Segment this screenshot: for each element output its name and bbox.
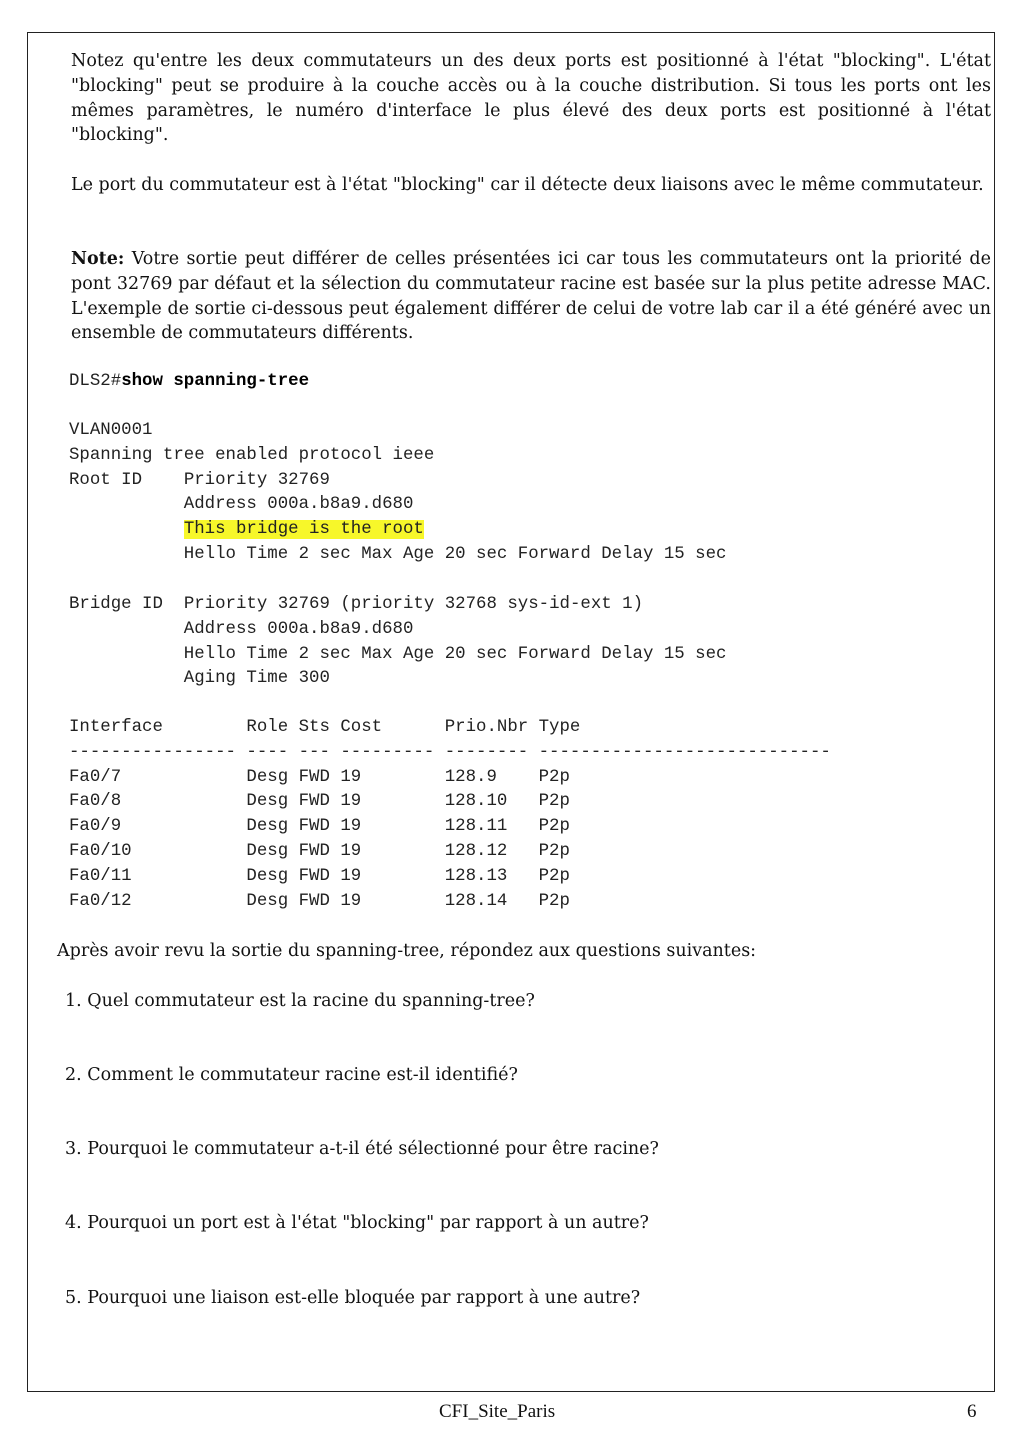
interface-table-header: Interface Role Sts Cost Prio.Nbr Type bbox=[69, 718, 581, 737]
cli-prompt: DLS2# bbox=[69, 372, 122, 391]
question-5: 5. Pourquoi une liaison est-elle bloquée par rapport à une autre? bbox=[65, 1288, 641, 1308]
root-indent bbox=[69, 520, 184, 539]
root-id-address: Address 000a.b8a9.d680 bbox=[69, 495, 414, 515]
root-highlight-line bbox=[69, 518, 726, 543]
page-number: 6 bbox=[967, 1401, 977, 1422]
bridge-id-address: Address 000a.b8a9.d680 bbox=[69, 619, 414, 639]
cli-output-bridge bbox=[69, 593, 726, 692]
table-row: Fa0/11 Desg FWD 19 128.13 P2p bbox=[69, 866, 570, 886]
paragraph-blocking-explanation: Notez qu'entre les deux commutateurs un des deux ports est positionné à l'état "blocking". L'état "blocking" peut se produire à la couche accès ou à la couche distribution. Si tous les ports ont les mêmes paramètres, le numéro d'interface le plus élevé des deux ports est positionné à l'état "blocking". bbox=[71, 51, 991, 146]
question-3: 3. Pourquoi le commutateur a-t-il été sélectionné pour être racine? bbox=[65, 1139, 659, 1159]
question-2: 2. Comment le commutateur racine est-il identifié? bbox=[65, 1065, 518, 1085]
bridge-id-label: Bridge ID bbox=[69, 595, 184, 614]
root-id-label: Root ID bbox=[69, 470, 184, 490]
note-text: Votre sortie peut différer de celles présentées ici car tous les commutateurs ont la priorité de pont 32769 par défaut et la sélection du commutateur racine est basée sur la plus petite adresse MAC. L'exemple de sortie ci-dessous peut également différer de celui de votre lab car il a été généré avec un ensemble de commutateurs différents. bbox=[71, 249, 991, 344]
table-row: Fa0/12 Desg FWD 19 128.14 P2p bbox=[69, 891, 570, 911]
question-1: 1. Quel commutateur est la racine du spanning-tree? bbox=[65, 991, 535, 1011]
questions-intro: Après avoir revu la sortie du spanning-tree, répondez aux questions suivantes: bbox=[57, 941, 757, 961]
root-id-priority: Priority 32769 bbox=[183, 470, 330, 490]
table-row: Fa0/7 Desg FWD 19 128.9 P2p bbox=[69, 767, 570, 787]
protocol-line: Spanning tree enabled protocol ieee bbox=[69, 445, 435, 465]
vlan-line: VLAN0001 bbox=[69, 421, 153, 440]
table-row: Fa0/8 Desg FWD 19 128.10 P2p bbox=[69, 792, 570, 812]
cli-command: show spanning-tree bbox=[121, 372, 310, 391]
interface-table-separator: ---------------- ---- --- --------- -------- ---------------------------- bbox=[69, 742, 831, 762]
paragraph-note bbox=[71, 247, 991, 346]
question-4: 4. Pourquoi un port est à l'état "blocking" par rapport à un autre? bbox=[65, 1213, 649, 1233]
root-bridge-highlight: This bridge is the root bbox=[183, 520, 424, 540]
bridge-id-priority-line bbox=[69, 593, 726, 618]
root-id-timers: Hello Time 2 sec Max Age 20 sec Forward Delay 15 sec bbox=[69, 544, 727, 564]
bridge-id-aging: Aging Time 300 bbox=[69, 669, 330, 689]
page-frame bbox=[27, 32, 995, 1392]
paragraph-blocking-reason: Le port du commutateur est à l'état "blocking" car il détecte deux liaisons avec le même commutateur. bbox=[71, 175, 984, 195]
footer-site-name: CFI_Site_Paris bbox=[439, 1401, 556, 1422]
note-label: Note: bbox=[71, 249, 125, 269]
cli-output-root bbox=[69, 419, 726, 568]
cli-command-line bbox=[69, 370, 309, 395]
root-id-priority-line bbox=[69, 469, 726, 494]
interface-table bbox=[69, 716, 831, 914]
bridge-id-priority: Priority 32769 (priority 32768 sys-id-ext 1) bbox=[183, 595, 644, 614]
bridge-id-timers: Hello Time 2 sec Max Age 20 sec Forward Delay 15 sec bbox=[69, 644, 727, 664]
table-row: Fa0/10 Desg FWD 19 128.12 P2p bbox=[69, 841, 570, 861]
table-row: Fa0/9 Desg FWD 19 128.11 P2p bbox=[69, 817, 570, 837]
